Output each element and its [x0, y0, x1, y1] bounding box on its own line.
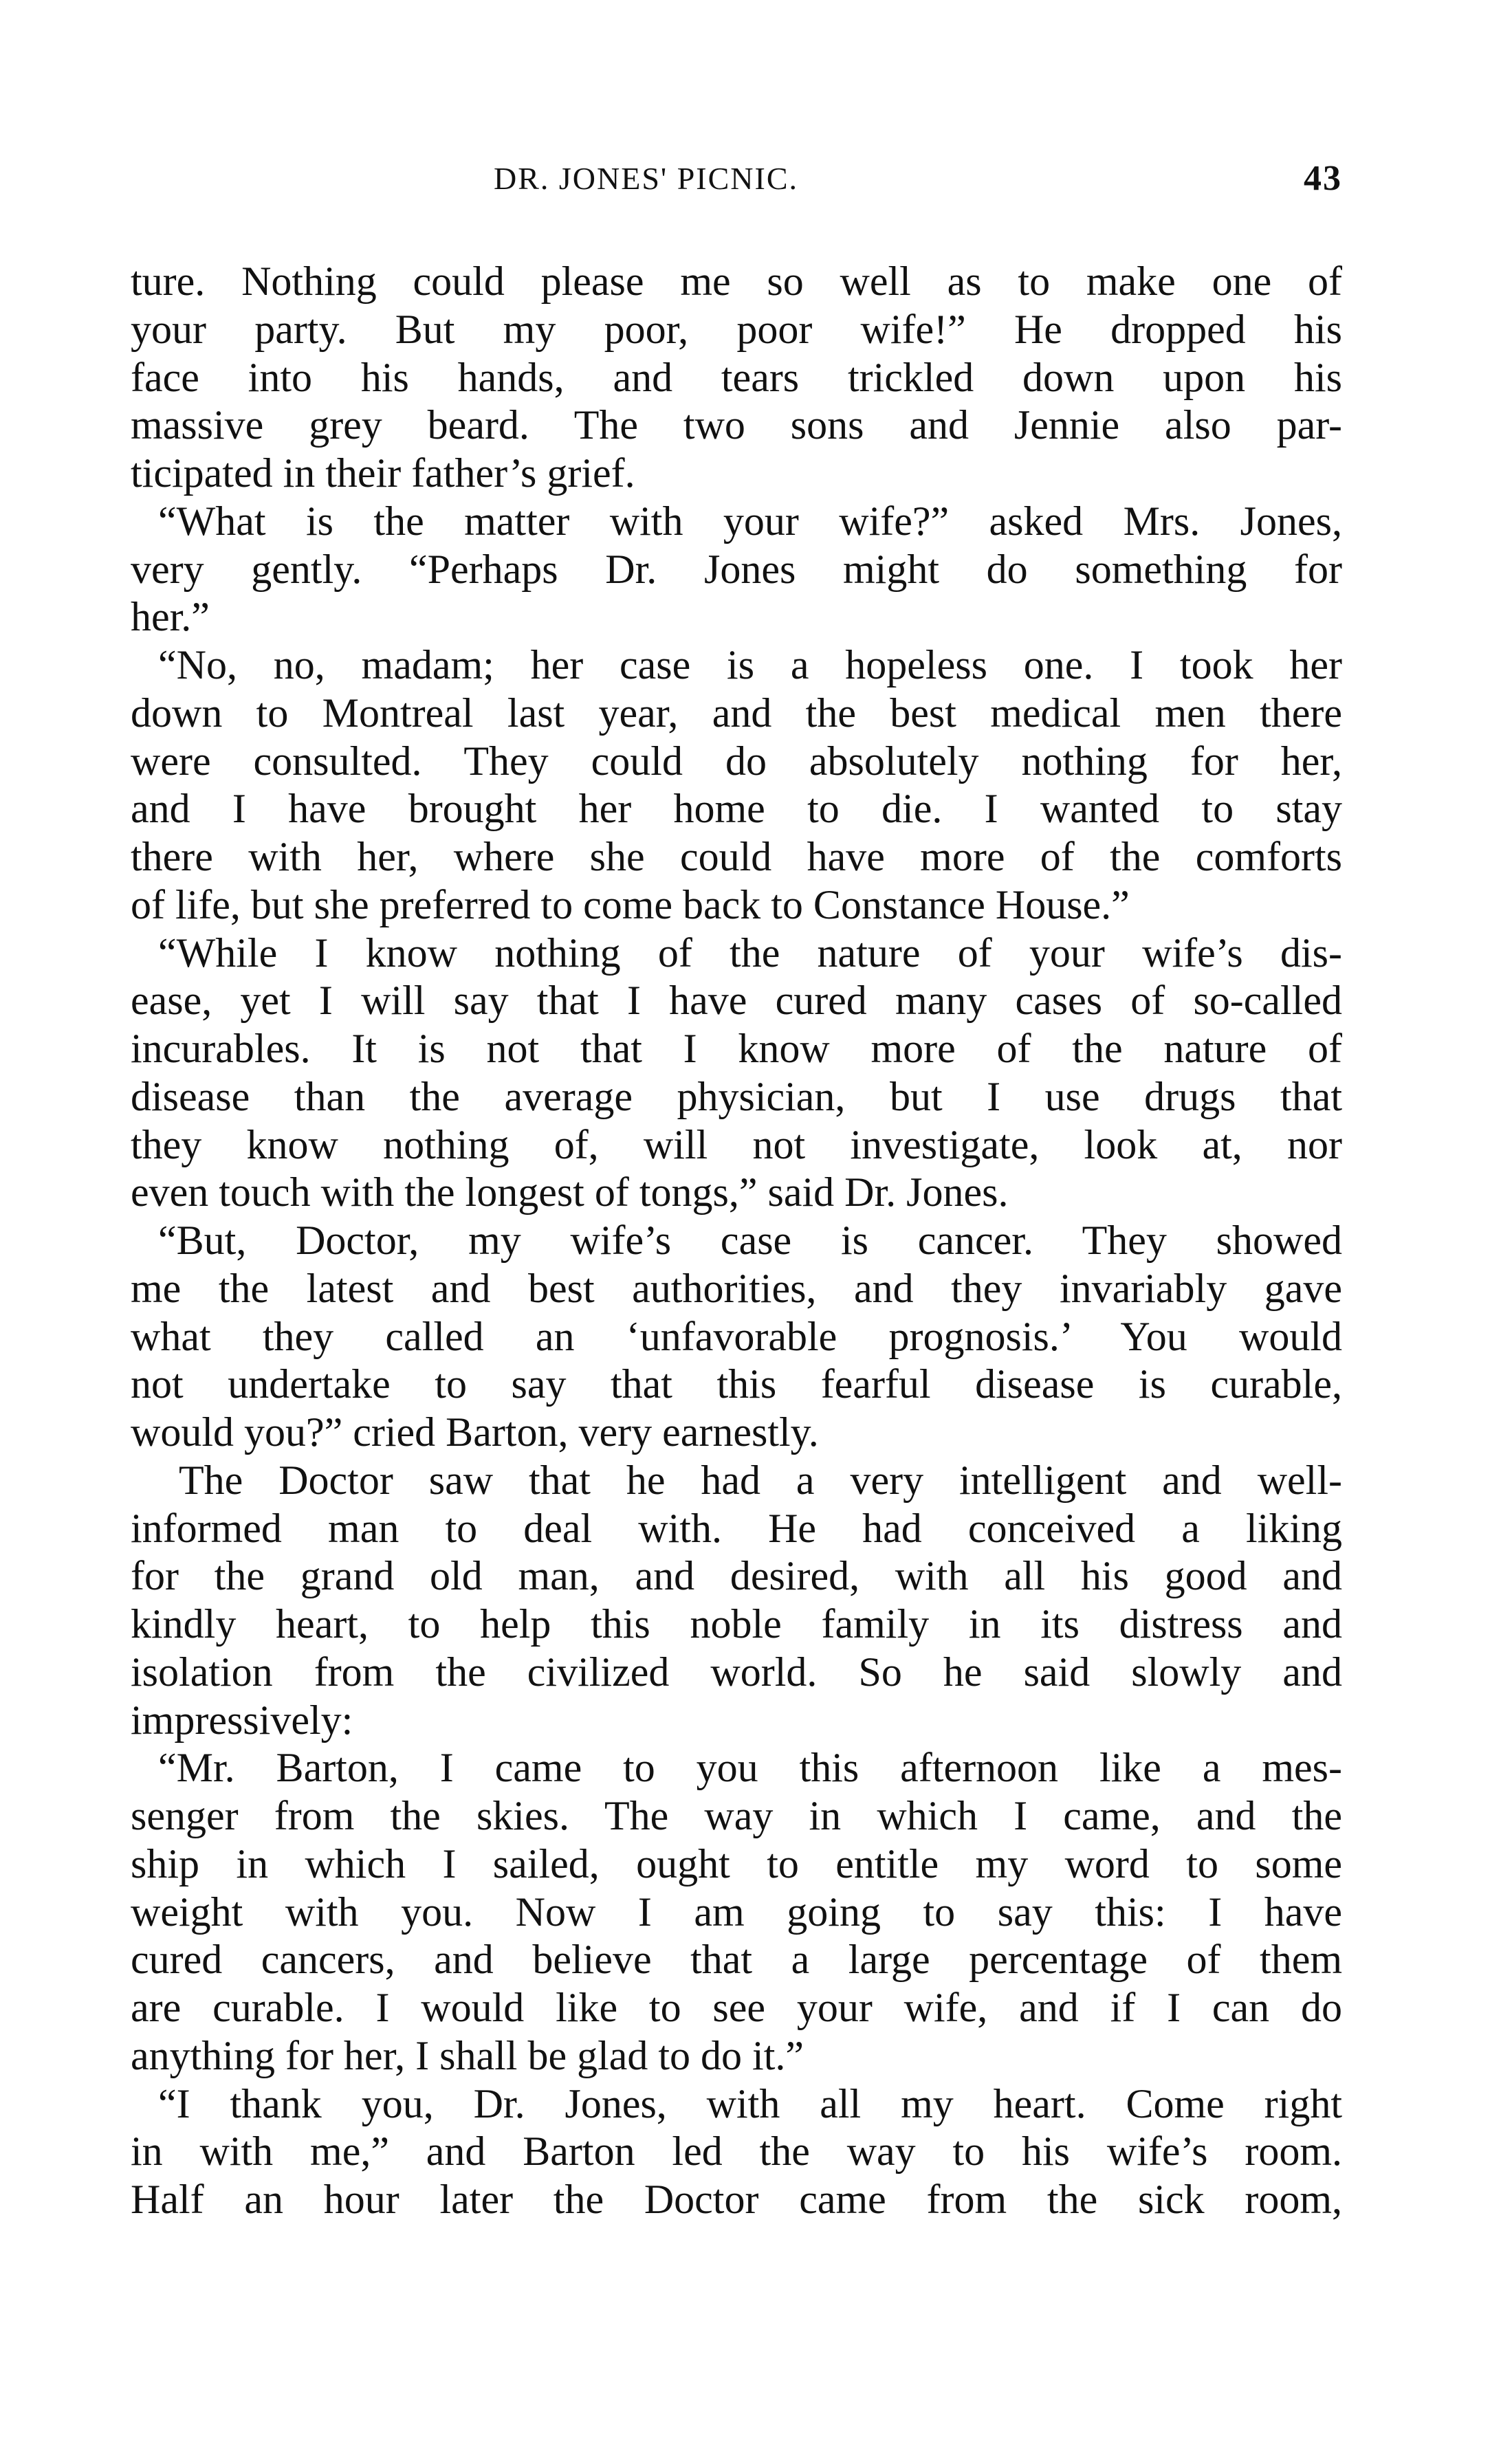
text-line: “No, no, madam; her case is a hopeless one. I took her: [158, 642, 1342, 688]
paragraph: [131, 1744, 1342, 2080]
text-line: weight with you. Now I am going to say this: I have: [131, 1889, 1342, 1935]
paragraph: [131, 258, 1342, 498]
text-line: anything for her, I shall be glad to do it.”: [131, 2032, 804, 2078]
text-line: were consulted. They could do absolutely nothing for her,: [131, 738, 1342, 784]
text-line: “While I know nothing of the nature of your wife’s dis-: [158, 930, 1342, 976]
running-head: [131, 158, 1342, 199]
text-line: disease than the average physician, but I use drugs that: [131, 1073, 1342, 1119]
paragraph: [131, 2080, 1342, 2224]
text-line: me the latest and best authorities, and they invariably gave: [131, 1265, 1342, 1311]
text-line: of life, but she preferred to come back to Constance House.”: [131, 881, 1130, 927]
text-line: very gently. “Perhaps Dr. Jones might do something for: [131, 546, 1342, 592]
text-line: down to Montreal last year, and the best medical men there: [131, 690, 1342, 736]
text-line: ture. Nothing could please me so well as to make one of: [131, 258, 1342, 304]
body-text: [131, 258, 1342, 2224]
text-line: The Doctor saw that he had a very intelligent and well-: [179, 1457, 1342, 1503]
text-line: would you?” cried Barton, very earnestly.: [131, 1409, 819, 1455]
text-line: ease, yet I will say that I have cured many cases of so-called: [131, 978, 1342, 1024]
paragraph: [131, 498, 1342, 641]
text-line: Half an hour later the Doctor came from the sick room,: [131, 2177, 1342, 2222]
text-line: her.”: [131, 594, 210, 640]
text-line: for the grand old man, and desired, with all his good and: [131, 1553, 1342, 1599]
text-line: “Mr. Barton, I came to you this afternoon like a mes-: [158, 1745, 1342, 1791]
running-title: DR. JONES' PICNIC.: [494, 161, 799, 196]
text-line: ticipated in their father’s grief.: [131, 450, 635, 496]
text-line: even touch with the longest of tongs,” said Dr. Jones.: [131, 1169, 1009, 1216]
text-line: are curable. I would like to see your wife, and if I can do: [131, 1985, 1342, 2030]
text-line: ship in which I sailed, ought to entitle my word to some: [131, 1840, 1342, 1886]
text-line: senger from the skies. The way in which I came, and the: [131, 1793, 1342, 1838]
text-line: “What is the matter with your wife?” asked Mrs. Jones,: [158, 498, 1342, 544]
text-line: your party. But my poor, poor wife!” He dropped his: [131, 306, 1342, 352]
text-line: not undertake to say that this fearful disease is curable,: [131, 1361, 1342, 1407]
text-line: and I have brought her home to die. I wanted to stay: [131, 786, 1342, 832]
text-line: informed man to deal with. He had conceived a liking: [131, 1505, 1342, 1551]
text-line: “But, Doctor, my wife’s case is cancer. They showed: [158, 1218, 1342, 1263]
paragraph: [131, 641, 1342, 930]
page-number: 43: [1304, 159, 1342, 198]
text-line: they know nothing of, will not investigate, look at, nor: [131, 1121, 1342, 1167]
paragraph: [131, 930, 1342, 1218]
text-line: cured cancers, and believe that a large percentage of them: [131, 1937, 1342, 1983]
paragraph: [131, 1217, 1342, 1457]
paragraph: [131, 1457, 1342, 1745]
text-line: in with me,” and Barton led the way to his wife’s room.: [131, 2128, 1342, 2175]
text-line: impressively:: [131, 1697, 353, 1743]
text-line: incurables. It is not that I know more of the nature of: [131, 1026, 1342, 1071]
text-line: isolation from the civilized world. So he said slowly and: [131, 1649, 1342, 1695]
text-line: face into his hands, and tears trickled down upon his: [131, 354, 1342, 400]
text-line: what they called an ‘unfavorable prognosis.’ You would: [131, 1313, 1342, 1359]
text-line: massive grey beard. The two sons and Jennie also par-: [131, 402, 1342, 448]
text-line: kindly heart, to help this noble family in its distress and: [131, 1601, 1342, 1647]
text-line: there with her, where she could have more of the comforts: [131, 834, 1342, 879]
text-line: “I thank you, Dr. Jones, with all my heart. Come right: [158, 2080, 1342, 2126]
